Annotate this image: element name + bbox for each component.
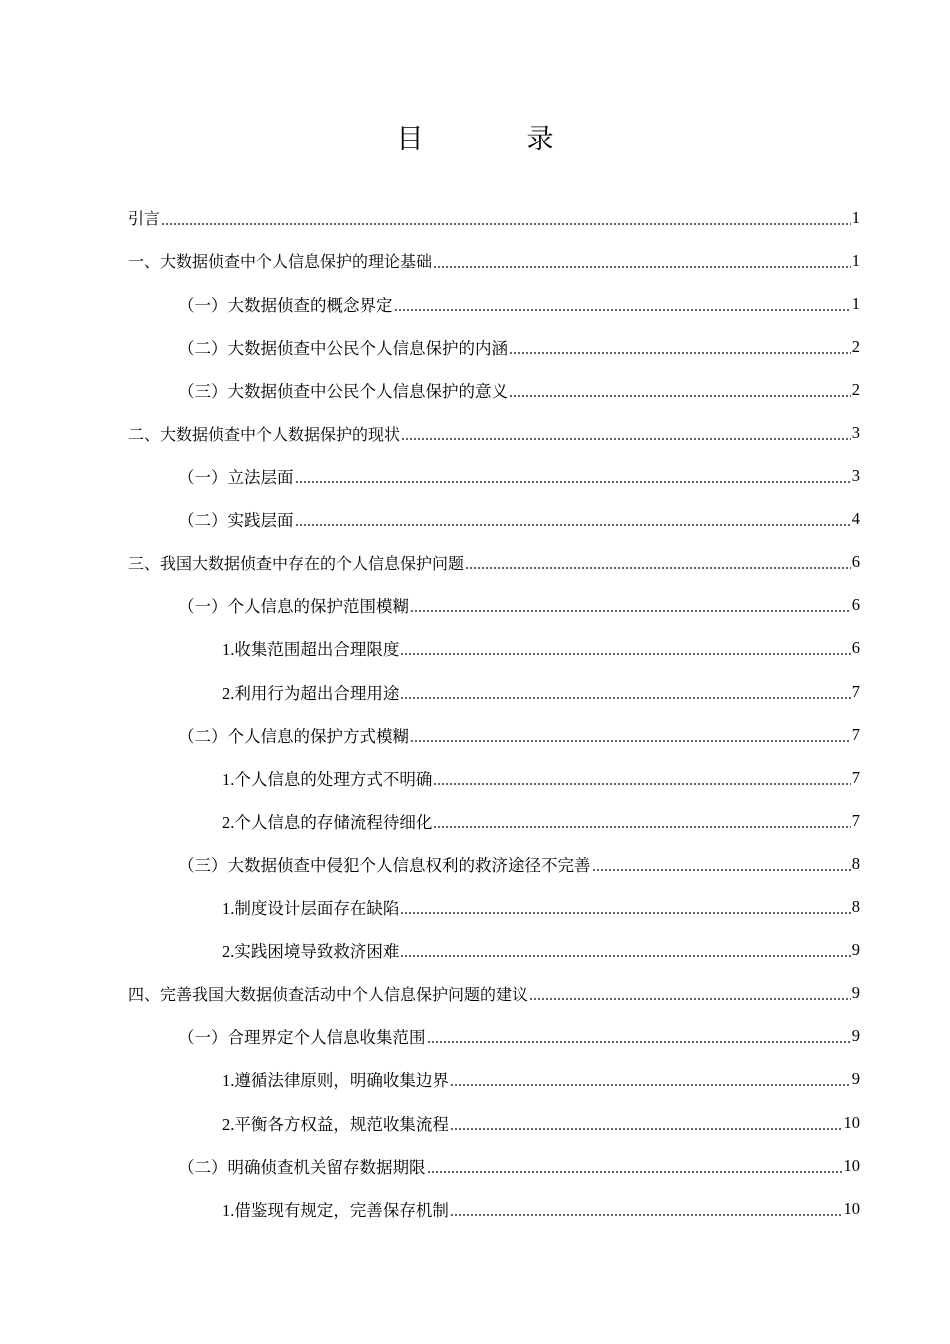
toc-dot-leader — [410, 610, 851, 612]
toc-entry[interactable] — [128, 972, 860, 1015]
toc-entry-page-number: 6 — [851, 638, 860, 658]
toc-entry-page-number: 10 — [843, 1155, 860, 1175]
toc-entry-page-number: 1 — [851, 293, 860, 313]
toc-entry-page-number: 6 — [851, 595, 860, 615]
toc-dot-leader — [509, 352, 851, 354]
toc-entry-page-number: 2 — [851, 379, 860, 399]
toc-entry-label: （二）个人信息的保护方式模糊 — [178, 726, 409, 746]
toc-entry[interactable] — [128, 498, 860, 541]
toc-entry-label: （二）大数据侦查中公民个人信息保护的内涵 — [178, 338, 508, 358]
toc-entry[interactable] — [128, 239, 860, 282]
toc-dot-leader — [427, 1041, 851, 1043]
toc-entry[interactable] — [128, 282, 860, 325]
toc-dot-leader — [427, 1171, 843, 1173]
toc-entry-page-number: 1 — [851, 207, 860, 227]
toc-entry-label: 2.利用行为超出合理用途 — [222, 683, 400, 703]
toc-entry[interactable] — [128, 799, 860, 842]
toc-dot-leader — [400, 697, 850, 699]
toc-entry[interactable] — [128, 584, 860, 627]
toc-entry[interactable] — [128, 886, 860, 929]
toc-entry[interactable] — [128, 1058, 860, 1101]
toc-dot-leader — [400, 912, 850, 914]
toc-entry-page-number: 9 — [851, 1069, 860, 1089]
toc-dot-leader — [433, 826, 850, 828]
toc-entry-page-number: 6 — [851, 552, 860, 572]
toc-entry-page-number: 7 — [851, 724, 860, 744]
toc-entry-label: （一）合理界定个人信息收集范围 — [178, 1028, 426, 1048]
toc-entry-page-number: 7 — [851, 767, 860, 787]
toc-entry-page-number: 9 — [851, 1026, 860, 1046]
page-title: 目 录 — [396, 124, 592, 155]
toc-entry[interactable] — [128, 325, 860, 368]
toc-entry-page-number: 9 — [851, 940, 860, 960]
toc-entry-label: （一）立法层面 — [178, 468, 294, 488]
toc-entry-label: 1.个人信息的处理方式不明确 — [222, 769, 433, 789]
toc-entry-label: 2.个人信息的存储流程待细化 — [222, 812, 433, 832]
toc-dot-leader — [400, 653, 850, 655]
toc-entry-page-number: 1 — [851, 250, 860, 270]
toc-entry[interactable] — [128, 455, 860, 498]
toc-entry[interactable] — [128, 411, 860, 454]
toc-entry-page-number: 10 — [843, 1112, 860, 1132]
toc-dot-leader — [295, 524, 851, 526]
toc-dot-leader — [410, 740, 851, 742]
toc-entry-page-number: 7 — [851, 810, 860, 830]
toc-dot-leader — [509, 395, 851, 397]
toc-entry[interactable] — [128, 627, 860, 670]
toc-entry-label: 三、我国大数据侦查中存在的个人信息保护问题 — [128, 553, 465, 573]
toc-entry-label: 1.制度设计层面存在缺陷 — [222, 899, 400, 919]
toc-entry-label: 二、大数据侦查中个人数据保护的现状 — [128, 424, 401, 444]
toc-entry[interactable] — [128, 756, 860, 799]
toc-dot-leader — [295, 481, 851, 483]
toc-dot-leader — [450, 1128, 843, 1130]
toc-dot-leader — [400, 955, 850, 957]
toc-entry[interactable] — [128, 1187, 860, 1230]
toc-entry[interactable] — [128, 929, 860, 972]
toc-dot-leader — [450, 1214, 843, 1216]
toc-entry[interactable] — [128, 842, 860, 885]
toc-entry-label: （一）个人信息的保护范围模糊 — [178, 597, 409, 617]
toc-dot-leader — [592, 869, 851, 871]
toc-entry[interactable] — [128, 196, 860, 239]
toc-entry-page-number: 8 — [851, 853, 860, 873]
table-of-contents — [128, 196, 860, 1230]
toc-entry-label: 引言 — [128, 209, 161, 229]
toc-dot-leader — [433, 783, 850, 785]
toc-entry-page-number: 10 — [843, 1198, 860, 1218]
toc-entry-label: （三）大数据侦查中侵犯个人信息权利的救济途径不完善 — [178, 855, 591, 875]
toc-entry[interactable] — [128, 670, 860, 713]
toc-entry-page-number: 4 — [851, 509, 860, 529]
toc-dot-leader — [433, 266, 851, 268]
toc-entry-page-number: 3 — [851, 466, 860, 486]
toc-dot-leader — [465, 567, 851, 569]
toc-entry[interactable] — [128, 1101, 860, 1144]
toc-entry[interactable] — [128, 541, 860, 584]
toc-dot-leader — [394, 309, 851, 311]
toc-entry[interactable] — [128, 1144, 860, 1187]
toc-entry[interactable] — [128, 713, 860, 756]
toc-entry-page-number: 9 — [851, 983, 860, 1003]
toc-entry-label: （二）实践层面 — [178, 511, 294, 531]
toc-entry-label: （三）大数据侦查中公民个人信息保护的意义 — [178, 381, 508, 401]
toc-entry[interactable] — [128, 368, 860, 411]
toc-entry-label: 1.遵循法律原则，明确收集边界 — [222, 1071, 449, 1091]
toc-entry-page-number: 7 — [851, 681, 860, 701]
toc-entry-label: 四、完善我国大数据侦查活动中个人信息保护问题的建议 — [128, 984, 529, 1004]
toc-entry-label: 一、大数据侦查中个人信息保护的理论基础 — [128, 252, 433, 272]
toc-dot-leader — [529, 998, 851, 1000]
toc-entry-label: 2.平衡各方权益，规范收集流程 — [222, 1114, 449, 1134]
toc-dot-leader — [401, 438, 851, 440]
toc-entry-label: 1.收集范围超出合理限度 — [222, 640, 400, 660]
toc-entry-page-number: 2 — [851, 336, 860, 356]
toc-entry-page-number: 3 — [851, 423, 860, 443]
toc-entry[interactable] — [128, 1015, 860, 1058]
toc-dot-leader — [161, 223, 851, 225]
toc-entry-page-number: 8 — [851, 897, 860, 917]
toc-entry-label: 1.借鉴现有规定，完善保存机制 — [222, 1200, 449, 1220]
toc-dot-leader — [450, 1084, 851, 1086]
toc-entry-label: （一）大数据侦查的概念界定 — [178, 295, 393, 315]
toc-entry-label: （二）明确侦查机关留存数据期限 — [178, 1157, 426, 1177]
toc-entry-label: 2.实践困境导致救济困难 — [222, 942, 400, 962]
